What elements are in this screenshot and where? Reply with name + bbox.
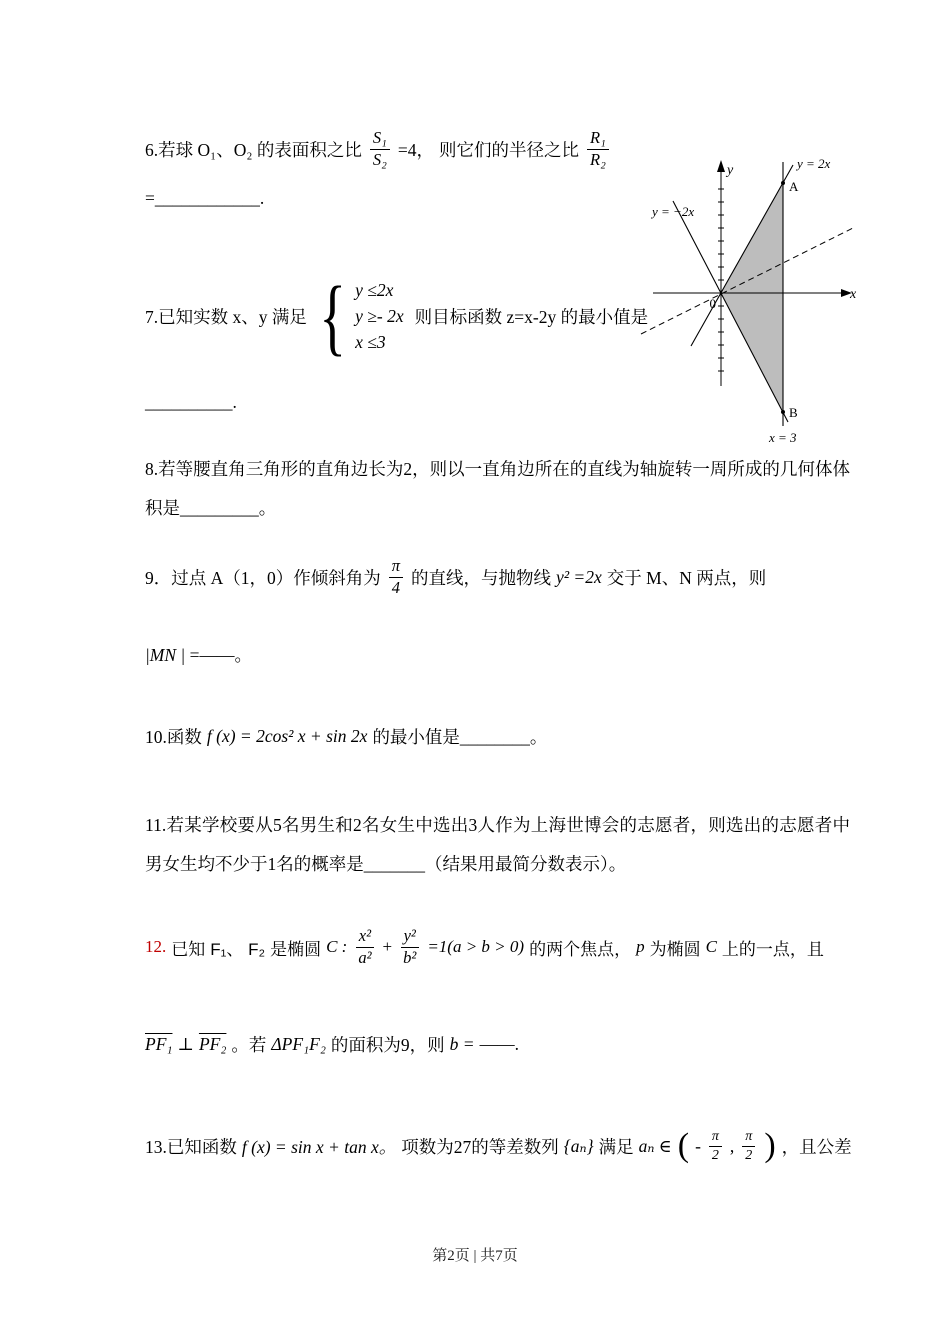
fraction-numerator: π (742, 1128, 755, 1147)
fraction-numerator: π (389, 556, 403, 578)
problem-12-answer-blank: ——. (479, 1034, 519, 1054)
segment-pf2: PF₂ (198, 1034, 227, 1054)
problem-10-line-1 (145, 724, 865, 749)
comma: , (729, 1135, 735, 1156)
problem-12-text-3: 的两个焦点， (529, 939, 632, 959)
problem-9-text-3: 交于 M、N 两点，则 (606, 567, 767, 588)
foci-names: F₁、 F₂ (210, 939, 266, 959)
condition-2: y ≥- 2x (355, 306, 404, 327)
problem-6-answer-blank: =____________. (145, 188, 265, 209)
fraction-denominator: b² (403, 947, 417, 967)
mn-absolute-value: |MN | (145, 645, 186, 665)
problem-10 (145, 724, 865, 749)
fraction-numerator: π (709, 1128, 722, 1147)
problem-13-text-4: ，且公差 (781, 1136, 852, 1157)
fraction-x2-over-a2 (355, 926, 374, 968)
problem-6-text-2: 则它们的半径之比 (438, 139, 579, 160)
problem-12-text-7: 的面积为9，则 (330, 1035, 445, 1055)
problem-12-text-1: 已知 (171, 939, 206, 959)
problem-9-text-1: 9．过点 A（1，0）作倾斜角为 (145, 567, 381, 588)
minus-sign: - (695, 1135, 701, 1156)
problem-12-text-6: 。若 (231, 1035, 267, 1055)
b-equals: b = (449, 1034, 475, 1054)
line-x3-label: x = 3 (769, 430, 797, 445)
plus-sign: + (382, 937, 393, 957)
problem-6-equals-4: =4， (397, 139, 434, 160)
problem-8: 8.若等腰直角三角形的直角边长为2，则以一直角边所在的直线为轴旋转一周所成的几何体体积是_________。 (145, 459, 850, 519)
problem-7-answer-blank: __________. (145, 392, 237, 412)
problem-12-text-2: 是椭圆 (270, 939, 322, 959)
fraction-numerator: R₁ (587, 128, 609, 150)
fraction-denominator: 4 (391, 577, 401, 597)
function-formula: f (x) = sin x + tan x。 (241, 1136, 397, 1157)
fraction-pi-over-4 (389, 556, 403, 598)
fraction-numerator: S₁ (370, 128, 390, 150)
an-element-of: aₙ ∈ (638, 1135, 672, 1156)
problem-13-text-2: 项数为27的等差数列 (401, 1136, 559, 1157)
problem-6 (145, 128, 685, 209)
problem-9 (145, 556, 865, 598)
parabola-equation: y² =2x (556, 566, 602, 587)
fraction-pi-over-2 (742, 1128, 755, 1164)
problem-12-number: 12. (145, 937, 167, 957)
problem-7-text-2: 则目标函数 z=x-2y 的最小值是 (414, 307, 649, 328)
segment-pf1: PF₁ (145, 1034, 173, 1054)
point-b-dot (781, 410, 785, 414)
problem-13 (145, 1128, 925, 1164)
problem-7-line-1 (145, 268, 745, 364)
problem-9-answer-line (145, 642, 252, 667)
ellipse-c-variable: C (705, 937, 717, 957)
problem-13-text-3: 满足 (598, 1136, 634, 1157)
problem-7 (145, 268, 745, 364)
inequality-system (312, 268, 404, 364)
problem-12-text-5: 上的一点，且 (721, 939, 824, 959)
line-y2x-label: y = 2x (797, 156, 831, 171)
left-brace: { (319, 268, 346, 364)
point-a-label: A (789, 179, 799, 194)
problem-13-line-1 (145, 1128, 925, 1164)
system-conditions (355, 280, 403, 353)
condition-3: x ≤3 (355, 332, 386, 353)
problem-9-text-2: 的直线，与抛物线 (411, 567, 552, 588)
fraction-y2-over-b2 (400, 926, 419, 968)
fraction-denominator: a² (358, 947, 372, 967)
fraction-numerator: y² (401, 926, 419, 948)
problem-12-line-1 (145, 926, 935, 968)
fraction-r1-over-r2 (587, 128, 609, 170)
fraction-pi-over-2 (709, 1128, 722, 1164)
problem-13-text-1: 13.已知函数 (145, 1136, 237, 1157)
ellipse-name: C : (326, 937, 348, 957)
function-formula: f (x) = 2cos² x + sin 2x (206, 726, 368, 746)
origin-label: 0 (709, 296, 716, 311)
problem-10-text-2: 的最小值是________。 (372, 727, 548, 747)
fraction-numerator: x² (356, 926, 374, 948)
perpendicular-symbol: ⊥ (177, 1034, 194, 1054)
x-axis-label: x (850, 287, 857, 302)
left-parenthesis: ( (677, 1127, 690, 1164)
page-footer: 第2页 | 共7页 (432, 1248, 518, 1264)
line-yneg2x-label: y = −2x (652, 204, 695, 219)
problem-10-text-1: 10.函数 (145, 727, 202, 747)
y-axis-label: y (727, 163, 734, 178)
y-axis-arrow (717, 160, 725, 172)
condition-1: y ≤2x (355, 280, 394, 301)
fraction-denominator: 2 (745, 1147, 753, 1163)
problem-12-text-4: 为椭圆 (649, 939, 701, 959)
problem-9-answer-blank: =——。 (189, 645, 252, 665)
problem-9-line-1 (145, 556, 865, 598)
right-parenthesis: ) (764, 1127, 776, 1164)
problem-12 (145, 926, 935, 968)
triangle-pf1f2: ΔPF₁F₂ (271, 1034, 326, 1054)
sequence-name: {aₙ} (563, 1135, 594, 1156)
fraction-s1-over-s2 (370, 128, 390, 170)
point-b-label: B (789, 405, 798, 420)
ellipse-condition: =1(a > b > 0) (427, 937, 525, 957)
point-p-variable: p (636, 937, 645, 957)
fraction-denominator: 2 (711, 1147, 719, 1163)
problem-12-line-2 (145, 1032, 865, 1057)
problem-11: 11.若某学校要从5名男生和2名女生中选出3人作为上海世博会的志愿者，则选出的志愿者中男女生均不少于1名的概率是_______（结果用最简分数表示）。 (145, 815, 850, 875)
fraction-denominator: R₂ (589, 149, 606, 169)
problem-7-text-1: 7.已知实数 x、y 满足 (145, 307, 307, 328)
point-a-dot (781, 181, 785, 185)
problem-6-line-1 (145, 128, 685, 170)
fraction-denominator: S₂ (372, 149, 387, 169)
problem-6-text-1: 6.若球 O₁、O₂ 的表面积之比 (145, 139, 362, 160)
